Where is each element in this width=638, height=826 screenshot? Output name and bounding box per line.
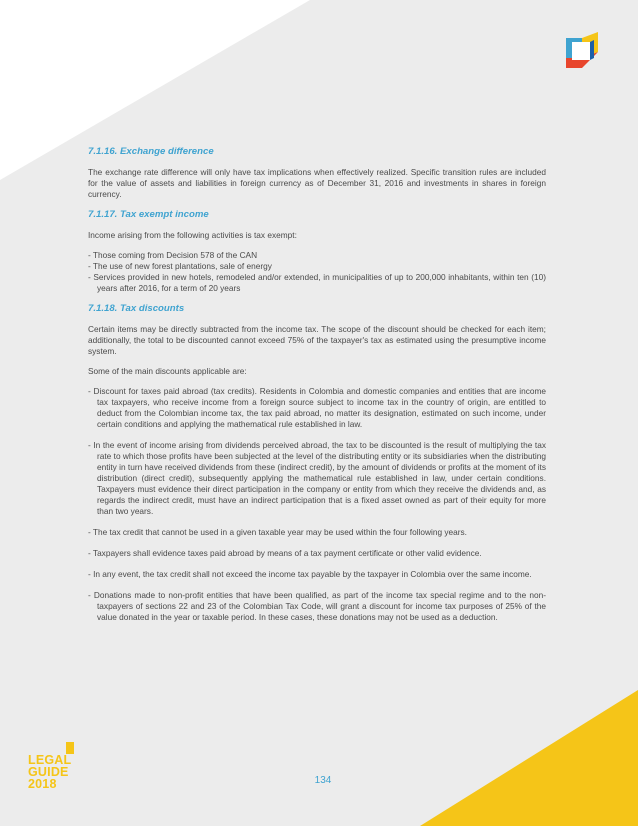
list-item: - Discount for taxes paid abroad (tax credits). Residents in Colombia and domestic companies and entities that are income tax taxpayers, who receive income from a foreign source subject to income tax in the country of origin, are entitled to deduct from the Colombian income tax, the tax paid abroad, no matter its designation, estimated on such income, under certain conditions and applying the mathematical rule established in law. <box>88 386 546 429</box>
discounts-list <box>88 386 546 623</box>
list-item: - The use of new forest plantations, sale of energy <box>88 261 272 271</box>
list-item: - In any event, the tax credit shall not exceed the income tax payable by the taxpayer in Colombia over the same income. <box>88 569 532 579</box>
paragraph: Certain items may be directly subtracted from the income tax. The scope of the discount should be checked for each item; additionally, the total to be discounted cannot exceed 75% of the taxpayer's tax as estimated using the presumptive income system. <box>88 324 546 356</box>
list-item: - Services provided in new hotels, remodeled and/or extended, in municipalities of up to 200,000 inhabitants, within ten (10) years after 2016, for a term of 20 years <box>88 272 546 293</box>
list-item: - Donations made to non-profit entities that have been qualified, as part of the income tax special regime and to the non-taxpayers of sections 22 and 23 of the Colombian Tax Code, will grant a discount for income tax purposes of 25% of the value donated in the year or taxable period. In these cases, these donations may not be used as a deduction. <box>88 590 546 622</box>
logo-text-year: 2018 <box>28 777 57 791</box>
list-item: - The tax credit that cannot be used in a given taxable year may be used within the four following years. <box>88 527 467 537</box>
list-item: - Those coming from Decision 578 of the CAN <box>88 250 258 260</box>
exempt-income-list <box>88 250 546 294</box>
logo-text-legal: LEGAL <box>28 753 72 767</box>
page-number: 134 <box>314 775 332 786</box>
section-heading-tax-exempt-income: 7.1.17. Tax exempt income <box>88 209 209 220</box>
logo-text-guide: GUIDE <box>28 765 69 779</box>
section-heading-tax-discounts: 7.1.18. Tax discounts <box>88 303 185 314</box>
paragraph: The exchange rate difference will only have tax implications when effectively realized. Specific transition rules are included for the value of assets and liabilities in foreign currency as of December 31, 2016 and investments in shares in foreign currency. <box>88 167 546 199</box>
paragraph: Some of the main discounts applicable are: <box>88 366 247 376</box>
paragraph: Income arising from the following activities is tax exempt: <box>88 230 297 240</box>
brand-cube-icon <box>560 28 604 72</box>
section-heading-exchange-difference: 7.1.16. Exchange difference <box>88 146 214 157</box>
list-item: - In the event of income arising from dividends perceived abroad, the tax to be discounted is the result of multiplying the tax rate to which those profits have been subjected at the level of the distributing entity or its subsidiaries when the distributing entity in turn have received dividends from these (indirect credit), by the amount of dividends or profits at the moment of its distribution (direct credit), subsequently applying the mathematical rule established in law, under certain conditions. Taxpayers must evidence their direct participation in the company or entity from which they receive the dividends and, as regards the indirect credit, must have an indirect participation that is a fixed asset owned as part of their equity for more than two years. <box>88 440 546 516</box>
document-body <box>88 146 546 633</box>
legal-guide-logo <box>28 742 88 792</box>
list-item: - Taxpayers shall evidence taxes paid abroad by means of a tax payment certificate or other valid evidence. <box>88 548 482 558</box>
